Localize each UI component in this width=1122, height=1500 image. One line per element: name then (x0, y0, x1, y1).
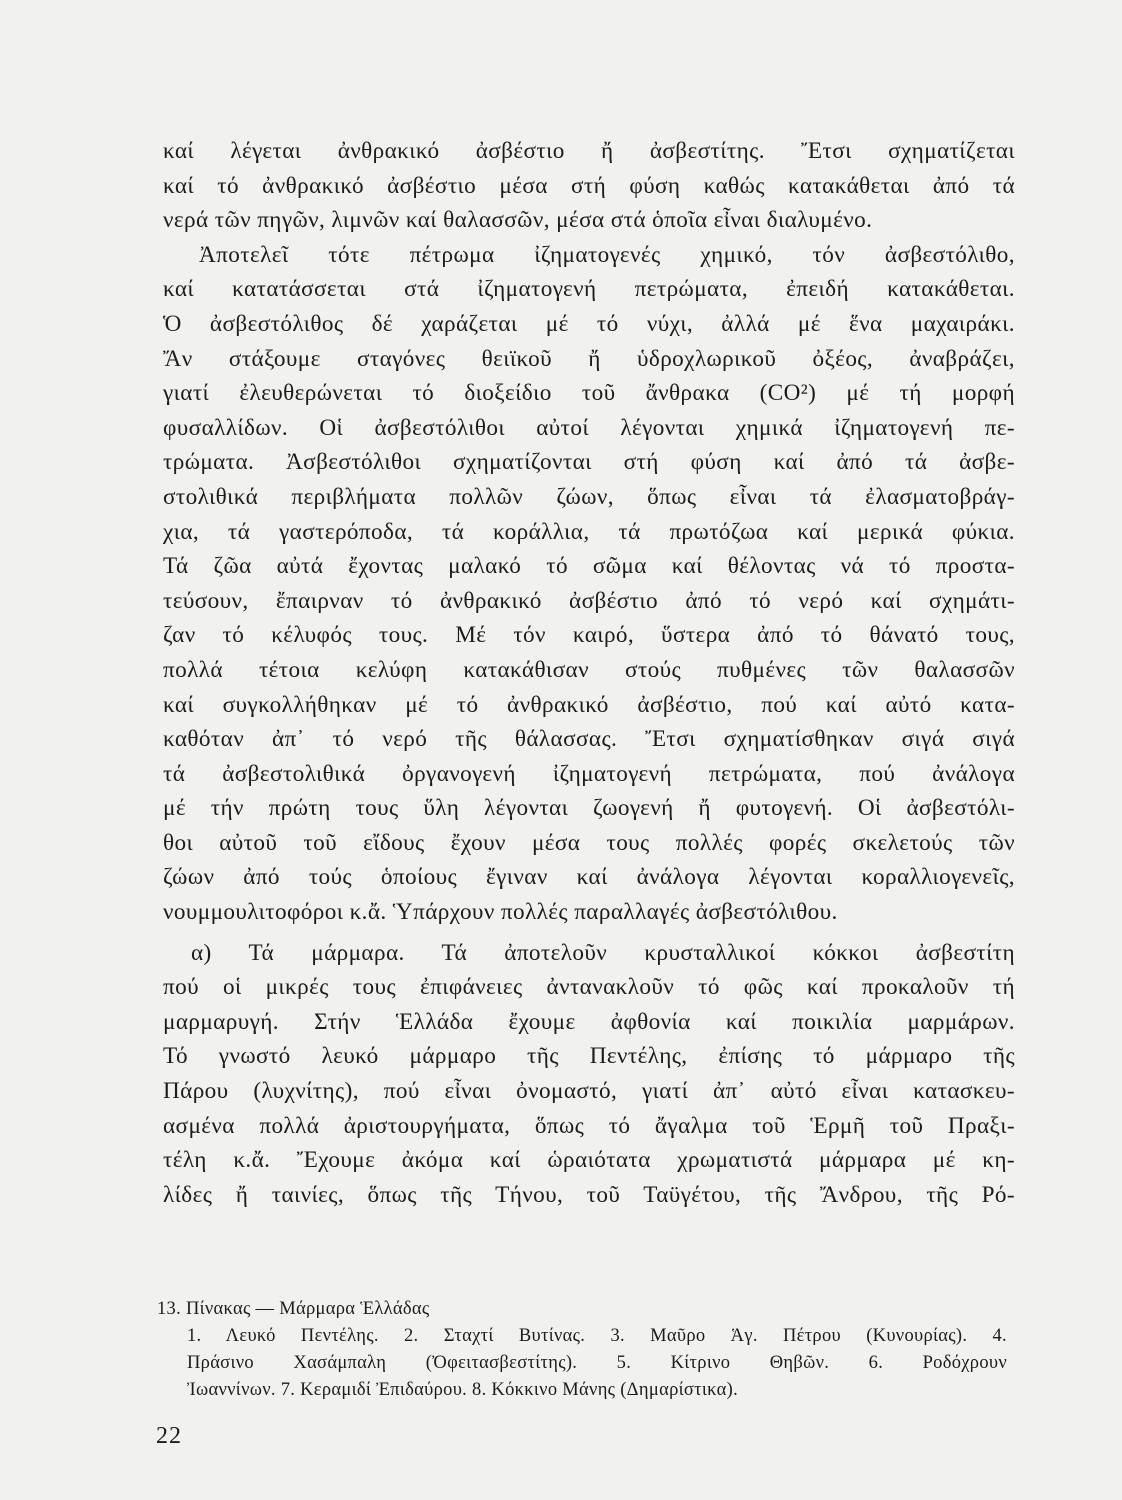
text-line: μέ τήν πρώτη τους ὕλη λέγονται ζωογενή ἤ φυτογενή. Οἱ ἀσβεστόλι- (163, 795, 1015, 822)
text-line: νερά τῶν πηγῶν, λιμνῶν καί θαλασσῶν, μέσα στά ὁποῖα εἶναι διαλυμένο. (163, 207, 873, 234)
text-line: Ἀποτελεῖ τότε πέτρωμα ἰζηματογενές χημικό, τόν ἀσβεστόλιθο, (199, 241, 1015, 268)
text-line: γιατί ἐλευθερώνεται τό διοξείδιο τοῦ ἄνθρακα (CO²) μέ τή μορφή (163, 380, 1015, 407)
text-line: καί τό ἀνθρακικό ἀσβέστιο μέσα στή φύση καθώς κατακάθεται ἀπό τά (163, 172, 1015, 199)
text-line: α) Τά μάρμαρα. Τά ἀποτελοῦν κρυσταλλικοί κόκκοι ἀσβεστίτη (191, 939, 1015, 966)
text-line: ζαν τό κέλυφός τους. Μέ τόν καιρό, ὕστερα ἀπό τό θάνατό τους, (163, 622, 1015, 649)
text-line: τρώματα. Ἀσβεστόλιθοι σχηματίζονται στή φύση καί ἀπό τά ἀσβε- (163, 449, 1015, 476)
text-line: πολλά τέτοια κελύφη κατακάθισαν στούς πυθμένες τῶν θαλασσῶν (163, 656, 1015, 683)
text-line: Ὁ ἀσβεστόλιθος δέ χαράζεται μέ τό νύχι, ἀλλά μέ ἕνα μαχαιράκι. (163, 310, 1015, 337)
caption-line: 1. Λευκό Πεντέλης. 2. Σταχτί Βυτίνας. 3. Μαῦρο Ἁγ. Πέτρου (Κυνουρίας). 4. (187, 1326, 1007, 1346)
text-line: τέλη κ.ἄ. Ἔχουμε ἀκόμα καί ὡραιότατα χρωματιστά μάρμαρα μέ κη- (163, 1147, 1015, 1174)
text-line: λίδες ἤ ταινίες, ὅπως τῆς Τήνου, τοῦ Ταϋγέτου, τῆς Ἄνδρου, τῆς Ρό- (163, 1181, 1015, 1208)
page-number: 22 (156, 1423, 182, 1449)
text-line: καί λέγεται ἀνθρακικό ἀσβέστιο ἤ ἀσβεστίτης. Ἔτσι σχηματίζεται (163, 138, 1015, 164)
figure-caption (157, 1296, 1007, 1404)
text-line: καί κατατάσσεται στά ἰζηματογενή πετρώματα, ἐπειδή κατακάθεται. (163, 276, 1015, 303)
text-line: τά ἀσβεστολιθικά ὀργανογενή ἰζηματογενή πετρώματα, πού ἀνάλογα (163, 760, 1015, 787)
text-line: πού οἱ μικρές τους ἐπιφάνειες ἀντανακλοῦν τό φῶς καί προκαλοῦν τή (163, 974, 1015, 1001)
text-line: φυσαλλίδων. Οἱ ἀσβεστόλιθοι αὐτοί λέγονται χημικά ἰζηματογενή πε- (163, 414, 1015, 441)
text-line: Τό γνωστό λευκό μάρμαρο τῆς Πεντέλης, ἐπίσης τό μάρμαρο τῆς (163, 1043, 1015, 1070)
text-line: στολιθικά περιβλήματα πολλῶν ζώων, ὅπως εἶναι τά ἐλασματοβράγ- (163, 483, 1015, 510)
text-line: μαρμαρυγή. Στήν Ἑλλάδα ἔχουμε ἀφθονία καί ποικιλία μαρμάρων. (163, 1008, 1015, 1035)
text-line: χια, τά γαστερόποδα, τά κοράλλια, τά πρωτόζωα καί μερικά φύκια. (163, 518, 1015, 545)
text-line: νουμμουλιτοφόροι κ.ἄ. Ὑπάρχουν πολλές παραλλαγές ἀσβεστόλιθου. (163, 899, 838, 926)
text-line: Ἄν στάξουμε σταγόνες θειϊκοῦ ἤ ὑδροχλωρικοῦ ὀξέος, ἀναβράζει, (163, 345, 1015, 372)
text-line: ασμένα πολλά ἀριστουργήματα, ὅπως τό ἄγαλμα τοῦ Ἑρμῆ τοῦ Πραξι- (163, 1112, 1015, 1139)
text-line: ζώων ἀπό τούς ὁποίους ἔγιναν καί ἀνάλογα λέγονται κοραλλιογενεῖς, (163, 864, 1015, 891)
body-text (163, 134, 1015, 1212)
caption-line: Πράσινο Χασάμπαλη (Ὀφειτασβεστίτης). 5. Κίτρινο Θηβῶν. 6. Ροδόχρουν (187, 1353, 1007, 1373)
text-line: τεύσουν, ἔπαιρναν τό ἀνθρακικό ἀσβέστιο ἀπό τό νερό καί σχημάτι- (163, 587, 1015, 614)
text-line: θοι αὐτοῦ τοῦ εἴδους ἔχουν μέσα τους πολλές φορές σκελετούς τῶν (163, 829, 1015, 856)
text-line: Πάρου (λυχνίτης), πού εἶναι ὀνομαστό, γιατί ἀπ᾿ αὐτό εἶναι κατασκευ- (163, 1078, 1015, 1105)
text-line: καθόταν ἀπ᾿ τό νερό τῆς θάλασσας. Ἔτσι σχηματίσθηκαν σιγά σιγά (163, 726, 1015, 753)
text-line: καί συγκολλήθηκαν μέ τό ἀνθρακικό ἀσβέστιο, πού καί αὐτό κατα- (163, 691, 1015, 718)
caption-title: 13. Πίνακας — Μάρμαρα Ἑλλάδας (157, 1299, 430, 1319)
text-line: Τά ζῶα αὐτά ἔχοντας μαλακό τό σῶμα καί θέλοντας νά τό προστα- (163, 553, 1015, 580)
caption-line: Ἰωαννίνων. 7. Κεραμιδί Ἐπιδαύρου. 8. Κόκκινο Μάνης (Δημαρίστικα). (187, 1380, 738, 1400)
